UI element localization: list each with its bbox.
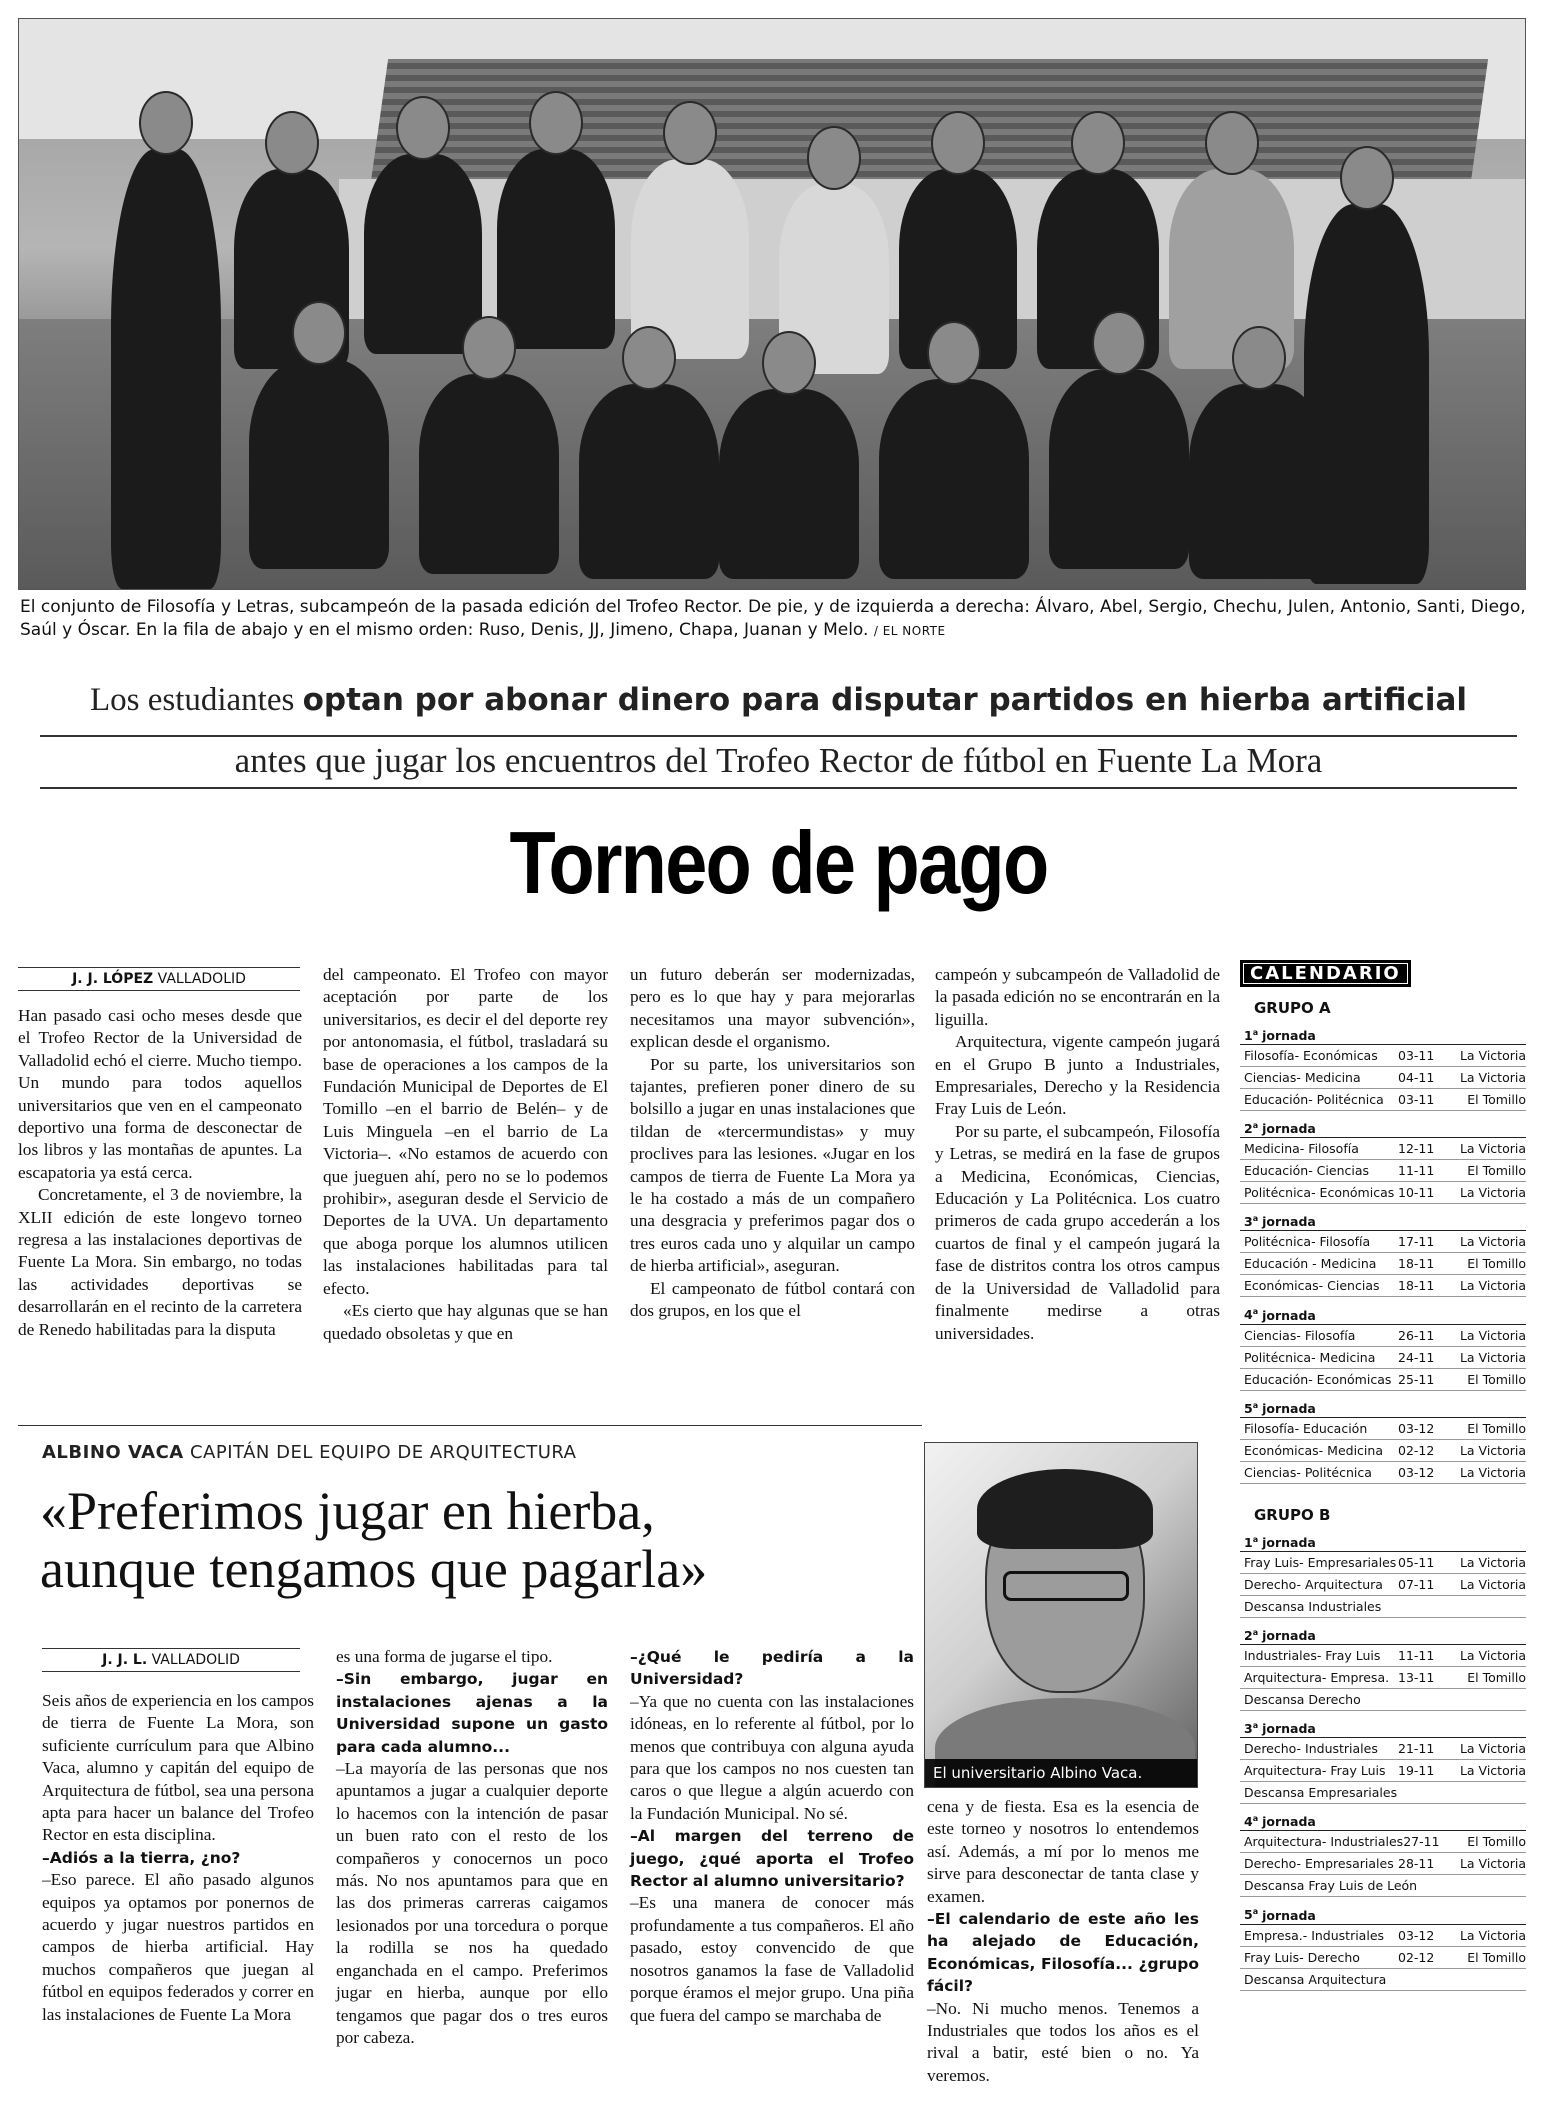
match-date: 13-11 [1398, 1670, 1435, 1686]
byline-place: VALLADOLID [157, 971, 246, 987]
match-teams: Educación - Medicina [1244, 1256, 1377, 1272]
jornada-label: jornada [1262, 1307, 1316, 1323]
article-paragraph: del campeonato. El Trofeo con mayor aceptación por parte de los universitarios, es decir el del deporte rey por antonomasia, el fútbol, trasladará su base de operaciones a los campos de la Fundación Municipal de Deportes de El Tomillo –en el barrio de Belén– y de Luis Minguela –en el barrio de La Victoria–. «No estamos de acuerdo con que jueguen ahí, pero no se lo podemos prohibir», aseguran desde el Servicio de Deportes de la UVA. Un departamento que aboga porque los alumnos utilicen las instalaciones habilitadas para tal efecto. [323, 965, 608, 1298]
match-venue: La Victoria [1459, 1554, 1526, 1570]
match-date [1417, 1877, 1460, 1895]
calendar-group-title: GRUPO A [1254, 999, 1331, 1017]
jornada-title [1240, 1626, 1526, 1645]
match-row [1240, 1325, 1526, 1347]
match-teams: Arquitectura- Empresa. [1244, 1670, 1390, 1686]
article-paragraph: Por su parte, los universitarios son tajantes, prefieren poner dinero de su bolsillo a jugar en unas instalaciones que tildan de «tercermundistas» y muy proclives para las lesiones. «Jugar en los campos de tierra de Fuente La Mora ya le ha costado a más de un compañero una desgracia y preferimos pagar dos o tres euros cada uno y alquilar un campo de hierba artificial», aseguran. [630, 1054, 915, 1276]
interview-column-1 [42, 1690, 314, 2026]
match-date [1398, 1598, 1448, 1616]
byline-place: VALLADOLID [151, 1652, 240, 1668]
match-row [1240, 1231, 1526, 1253]
interview-question: –Al margen del terreno de juego, ¿qué aporta el Trofeo Rector al alumno universitario? [630, 1827, 914, 1891]
match-venue: La Victoria [1459, 1442, 1526, 1458]
jornada-ordinal: a [1252, 1814, 1259, 1824]
match-date: 11-11 [1398, 1163, 1435, 1179]
match-teams: Descansa Arquitectura [1244, 1971, 1387, 1987]
match-teams: Arquitectura- Industriales [1244, 1834, 1404, 1850]
interview-title-line-2: aunque tengamos que pagarla» [40, 1539, 708, 1599]
match-teams: Descansa Industriales [1244, 1598, 1382, 1614]
match-row [1240, 1182, 1526, 1204]
match-date: 28-11 [1398, 1856, 1435, 1872]
calendar-jornada [1240, 1626, 1526, 1711]
interview-question: –Adiós a la tierra, ¿no? [42, 1848, 241, 1867]
match-venue: El Tomillo [1467, 1834, 1526, 1850]
match-teams: Educación- Económicas [1244, 1371, 1392, 1387]
match-venue: La Victoria [1459, 1234, 1526, 1250]
match-date: 27-11 [1403, 1834, 1440, 1850]
jornada-title [1240, 1812, 1526, 1831]
calendar [1240, 960, 1526, 1999]
match-row [1240, 1067, 1526, 1089]
match-teams: Filosofía- Económicas [1244, 1048, 1378, 1064]
jornada-label: jornada [1262, 1628, 1316, 1644]
jornada-ordinal: a [1252, 1307, 1259, 1317]
match-venue: La Victoria [1459, 1070, 1526, 1086]
match-venue: La Victoria [1459, 1763, 1526, 1779]
match-date [1398, 1971, 1448, 1989]
jornada-title [1240, 1533, 1526, 1552]
match-teams: Derecho- Arquitectura [1244, 1576, 1383, 1592]
kicker-line-1-pre: Los estudiantes [89, 682, 295, 718]
calendar-jornada [1240, 1905, 1526, 1990]
jornada-ordinal: a [1252, 1214, 1259, 1224]
match-date: 17-11 [1398, 1234, 1435, 1250]
match-row [1240, 1369, 1526, 1391]
match-venue: El Tomillo [1467, 1371, 1526, 1387]
interview-question: –El calendario de este año les ha alejado de Educación, Económicas, Filosofía... ¿grupo fácil? [927, 1910, 1199, 1996]
match-teams: Educación- Ciencias [1244, 1163, 1370, 1179]
match-venue: El Tomillo [1467, 1256, 1526, 1272]
match-row [1240, 1138, 1526, 1160]
match-date: 04-11 [1398, 1070, 1435, 1086]
match-teams: Empresa.- Industriales [1244, 1927, 1385, 1943]
match-date: 10-11 [1398, 1185, 1435, 1201]
match-row [1240, 1738, 1526, 1760]
match-venue: La Victoria [1459, 1048, 1526, 1064]
jornada-label: jornada [1262, 1814, 1316, 1830]
match-teams: Educación- Politécnica [1244, 1092, 1384, 1108]
match-row [1240, 1782, 1526, 1804]
match-teams: Descansa Fray Luis de León [1244, 1878, 1418, 1894]
match-teams: Fray Luis- Empresariales [1244, 1554, 1397, 1570]
match-date: 03-12 [1398, 1927, 1435, 1943]
match-date: 19-11 [1398, 1763, 1435, 1779]
match-teams: Ciencias- Politécnica [1244, 1464, 1372, 1480]
match-row [1240, 1760, 1526, 1782]
match-venue: La Victoria [1459, 1349, 1526, 1365]
article-byline [18, 967, 300, 991]
match-teams: Filosofía- Educación [1244, 1420, 1368, 1436]
interview-rule [18, 1425, 922, 1426]
match-teams: Ciencias- Medicina [1244, 1070, 1361, 1086]
match-row [1240, 1552, 1526, 1574]
jornada-number: 1 [1244, 1534, 1253, 1550]
jornada-ordinal: a [1252, 1627, 1259, 1637]
jornada-number: 4 [1244, 1307, 1253, 1323]
match-teams: Politécnica- Medicina [1244, 1349, 1376, 1365]
match-date: 03-12 [1398, 1420, 1435, 1436]
match-venue: La Victoria [1459, 1856, 1526, 1872]
match-row [1240, 1645, 1526, 1667]
match-row [1240, 1089, 1526, 1111]
interview-column-3 [630, 1646, 914, 2027]
match-date: 07-11 [1398, 1576, 1435, 1592]
match-venue: La Victoria [1459, 1464, 1526, 1480]
calendar-jornada [1240, 1719, 1526, 1804]
match-venue: El Tomillo [1467, 1420, 1526, 1436]
interview-kicker-name: ALBINO VACA [42, 1442, 184, 1463]
match-teams: Fray Luis- Derecho [1244, 1949, 1360, 1965]
calendar-jornada [1240, 1533, 1526, 1618]
calendar-body [1240, 999, 1526, 1991]
article-paragraph: Por su parte, el subcampeón, Filosofía y Letras, se medirá en la fase de grupos a Medicina, Económicas, Ciencias, Educación y La Politécnica. Los cuatro primeros de cada grupo accederán a los cuartos de final y el campeón jugará la fase de distritos contra los otros campus de la Universidad de Valladolid para finalmente medirse a otras universidades. [935, 1121, 1220, 1343]
match-venue [1448, 1598, 1526, 1616]
jornada-ordinal: a [1252, 1907, 1259, 1917]
interview-byline [42, 1648, 300, 1672]
match-row [1240, 1462, 1526, 1484]
match-venue: La Victoria [1459, 1927, 1526, 1943]
interview-answer: –Es una manera de conocer más profundamente a tus compañeros. El año pasado, estoy convencido de que nosotros ganamos la fase de Valladolid porque éramos el mejor grupo. Una piña que fuera del campo se marchaba de [630, 1893, 914, 2025]
article-paragraph: El campeonato de fútbol contará con dos grupos, en los que el [630, 1278, 915, 1321]
interview-title [40, 1482, 920, 1598]
match-venue: La Victoria [1459, 1278, 1526, 1294]
match-date: 05-11 [1398, 1554, 1435, 1570]
article-paragraph: «Es cierto que hay algunas que se han quedado obsoletas y que en [323, 1301, 608, 1343]
match-date: 12-11 [1398, 1141, 1435, 1157]
match-date: 03-12 [1398, 1464, 1435, 1480]
interview-answer: –Eso parece. El año pasado algunos equipos ya optamos por ponernos de acuerdo y jugar nuestros partidos en campos de hierba artificial. Hay muchos compañeros que juegan al fútbol en equipos federados y correr en las instalaciones de Fuente La Mora [42, 1870, 314, 2024]
match-row [1240, 1947, 1526, 1969]
match-row [1240, 1875, 1526, 1897]
interview-question: –Sin embargo, jugar en instalaciones ajenas a la Universidad supone un gasto para cada alumno... [336, 1670, 608, 1756]
photo-credit: / EL NORTE [873, 624, 946, 638]
article-paragraph: Arquitectura, vigente campeón jugará en el Grupo B junto a Industriales, Empresariales, Derecho y la Residencia Fray Luis de León. [935, 1032, 1220, 1119]
match-venue: El Tomillo [1467, 1092, 1526, 1108]
jornada-label: jornada [1262, 1721, 1316, 1737]
jornada-title [1240, 1399, 1526, 1418]
match-venue [1448, 1691, 1526, 1709]
interview-answer: –No. Ni mucho menos. Tenemos a Industriales que todos los años es el rival a batir, esté bien o no. Ya veremos. [927, 1998, 1199, 2085]
match-row [1240, 1853, 1526, 1875]
match-row [1240, 1925, 1526, 1947]
article-column-4 [935, 964, 1220, 1345]
match-date: 25-11 [1398, 1371, 1435, 1387]
photo-caption [20, 596, 1530, 643]
match-date: 03-11 [1398, 1092, 1435, 1108]
interview-question: –¿Qué le pediría a la Universidad? [630, 1648, 914, 1689]
interview-kicker [42, 1442, 577, 1463]
article-column-3 [630, 964, 915, 1323]
match-venue: El Tomillo [1467, 1163, 1526, 1179]
jornada-number: 1 [1244, 1028, 1253, 1044]
match-venue: El Tomillo [1467, 1949, 1526, 1965]
match-teams: Descansa Derecho [1244, 1692, 1361, 1708]
match-date: 03-11 [1398, 1048, 1435, 1064]
match-date: 21-11 [1398, 1741, 1435, 1757]
jornada-title [1240, 1719, 1526, 1738]
match-date: 26-11 [1398, 1327, 1435, 1343]
jornada-title [1240, 1119, 1526, 1138]
match-venue: La Victoria [1459, 1648, 1526, 1664]
kicker-line-1-bold: optan por abonar dinero para disputar partidos en hierba artificial [302, 682, 1468, 718]
match-teams: Derecho- Empresariales [1244, 1856, 1394, 1872]
match-teams: Descansa Empresariales [1244, 1785, 1398, 1801]
match-venue [1448, 1971, 1526, 1989]
match-venue: El Tomillo [1467, 1670, 1526, 1686]
article-paragraph: campeón y subcampeón de Valladolid de la pasada edición no se encontrarán en la liguilla. [935, 965, 1220, 1029]
jornada-title [1240, 1026, 1526, 1045]
interview-title-line-1: «Preferimos jugar en hierba, [40, 1481, 655, 1541]
match-teams: Politécnica- Económicas [1244, 1185, 1395, 1201]
match-date [1398, 1691, 1448, 1709]
match-teams: Arquitectura- Fray Luis [1244, 1763, 1386, 1779]
match-row [1240, 1574, 1526, 1596]
jornada-ordinal: a [1252, 1534, 1259, 1544]
jornada-ordinal: a [1252, 1028, 1259, 1037]
match-row [1240, 1253, 1526, 1275]
jornada-label: jornada [1262, 1534, 1316, 1550]
interview-kicker-role: CAPITÁN DEL EQUIPO DE ARQUITECTURA [189, 1442, 577, 1463]
match-venue: La Victoria [1459, 1185, 1526, 1201]
match-teams: Derecho- Industriales [1244, 1741, 1378, 1757]
jornada-label: jornada [1262, 1028, 1316, 1044]
match-venue: La Victoria [1459, 1327, 1526, 1343]
kicker-line-2: antes que jugar los encuentros del Trofeo Rector de fútbol en Fuente La Mora [40, 735, 1517, 789]
article-paragraph: un futuro deberán ser modernizadas, pero es lo que hay y para mejorarlas necesitamos una mayor subvención», explican desde el organismo. [630, 965, 915, 1052]
match-row [1240, 1347, 1526, 1369]
match-teams: Medicina- Filosofía [1244, 1141, 1359, 1157]
jornada-title [1240, 1212, 1526, 1231]
match-row [1240, 1045, 1526, 1067]
match-teams: Económicas- Ciencias [1244, 1278, 1380, 1294]
interview-column-2 [336, 1646, 608, 2049]
match-row [1240, 1160, 1526, 1182]
calendar-jornada [1240, 1212, 1526, 1297]
jornada-label: jornada [1262, 1907, 1316, 1923]
match-row [1240, 1275, 1526, 1297]
article-column-1 [18, 1005, 302, 1341]
match-venue [1448, 1784, 1526, 1802]
article-column-2 [323, 964, 608, 1345]
interview-column-4 [927, 1796, 1199, 2087]
match-teams: Económicas- Medicina [1244, 1442, 1383, 1458]
match-venue: La Victoria [1459, 1141, 1526, 1157]
kicker-line-1 [0, 682, 1557, 719]
match-row [1240, 1969, 1526, 1991]
calendar-group-title: GRUPO B [1254, 1505, 1331, 1524]
jornada-number: 4 [1244, 1814, 1253, 1830]
match-date: 02-12 [1398, 1949, 1435, 1965]
calendar-jornada [1240, 1812, 1526, 1897]
jornada-title [1240, 1905, 1526, 1924]
match-teams: Politécnica- Filosofía [1244, 1234, 1371, 1250]
jornada-ordinal: a [1252, 1121, 1259, 1131]
match-date: 18-11 [1398, 1256, 1435, 1272]
match-date [1398, 1784, 1448, 1802]
match-row [1240, 1440, 1526, 1462]
jornada-label: jornada [1262, 1121, 1316, 1137]
match-venue: La Victoria [1459, 1576, 1526, 1592]
match-row [1240, 1418, 1526, 1440]
match-row [1240, 1667, 1526, 1689]
match-date: 18-11 [1398, 1278, 1435, 1294]
interviewee-photo [924, 1442, 1198, 1788]
headline: Torneo de pago [509, 813, 1048, 912]
photo-caption-text: El conjunto de Filosofía y Letras, subcampeón de la pasada edición del Trofeo Rector. De pie, y de izquierda a derecha: Álvaro, Abel, Sergio, Chechu, Julen, Antonio, Santi, Diego, Saúl y Óscar. En la fila de abajo y en el mismo orden: Ruso, Denis, JJ, Jimeno, Chapa, Juanan y Melo. [20, 597, 1526, 640]
jornada-label: jornada [1262, 1214, 1316, 1230]
jornada-number: 5 [1244, 1400, 1253, 1416]
jornada-label: jornada [1262, 1400, 1316, 1416]
match-row [1240, 1689, 1526, 1711]
match-row [1240, 1831, 1526, 1853]
jornada-number: 5 [1244, 1907, 1253, 1923]
jornada-number: 3 [1244, 1721, 1253, 1737]
calendar-jornada [1240, 1026, 1526, 1111]
match-venue [1460, 1877, 1526, 1895]
jornada-number: 2 [1244, 1628, 1253, 1644]
interview-answer: es una forma de jugarse el tipo. [336, 1647, 553, 1666]
article-paragraph: Han pasado casi ocho meses desde que el Trofeo Rector de la Universidad de Valladolid echó el cierre. Mucho tiempo. Un mundo para todos aquellos universitarios que ven en el campeonato deportivo una forma de desconectar de los libros y las montañas de apuntes. La escapatoria ya está cerca. [18, 1006, 302, 1182]
calendar-title: CALENDARIO [1240, 960, 1411, 987]
article-paragraph: Concretamente, el 3 de noviembre, la XLII edición de este longevo torneo regresa a las instalaciones deportivas de Fuente La Mora. Sin embargo, no todas las actividades deportivas se desarrollarán en el recinto de la carretera de Renedo habilitadas para la disputa [18, 1185, 302, 1339]
jornada-title [1240, 1305, 1526, 1324]
interview-answer: cena y de fiesta. Esa es la esencia de este torneo y nosotros lo entendemos así. Además, a mí por lo menos me sirve para desconectar de tanta clase y examen. [927, 1797, 1199, 1906]
interviewee-photo-caption: El universitario Albino Vaca. [925, 1759, 1197, 1787]
interview-answer: –Ya que no cuenta con las instalaciones idóneas, en lo referente al fútbol, por lo menos que contribuya con alguna ayuda para que los campos no nos cuesten tan caros o que llegue a algún acuerdo con la Fundación Municipal. No sé. [630, 1691, 914, 1823]
jornada-ordinal: a [1252, 1400, 1259, 1410]
match-date: 24-11 [1398, 1349, 1435, 1365]
match-date: 11-11 [1398, 1648, 1435, 1664]
jornada-number: 2 [1244, 1121, 1253, 1137]
match-row [1240, 1596, 1526, 1618]
jornada-ordinal: a [1252, 1721, 1259, 1731]
byline-name: J. J. LÓPEZ [72, 971, 154, 987]
calendar-jornada [1240, 1305, 1526, 1390]
calendar-jornada [1240, 1119, 1526, 1204]
team-photo [18, 18, 1526, 590]
match-date: 02-12 [1398, 1442, 1435, 1458]
interview-answer: –La mayoría de las personas que nos apuntamos a jugar a cualquier deporte lo hacemos con la intención de pasar un buen rato con el resto de los compañeros y conocernos un poco más. No nos apuntamos para que en las dos primeras carreras caigamos lesionados por una torcedura o porque la rodilla se nos ha quedado enganchada en el campo. Preferimos jugar en hierba, aunque por ello tengamos que pagar dos o tres euros por cabeza. [336, 1759, 608, 2047]
glasses-icon [1003, 1571, 1129, 1601]
interview-intro: Seis años de experiencia en los campos de tierra de Fuente La Mora, son suficiente currículum para que Albino Vaca, alumno y capitán del equipo de Arquitectura de fútbol, sea una persona apta para hacer un balance del Trofeo Rector en esta disciplina. [42, 1691, 314, 1845]
calendar-jornada [1240, 1399, 1526, 1484]
match-teams: Industriales- Fray Luis [1244, 1648, 1381, 1664]
match-teams: Ciencias- Filosofía [1244, 1327, 1356, 1343]
jornada-number: 3 [1244, 1214, 1253, 1230]
match-venue: La Victoria [1459, 1741, 1526, 1757]
byline-name: J. J. L. [102, 1652, 148, 1668]
